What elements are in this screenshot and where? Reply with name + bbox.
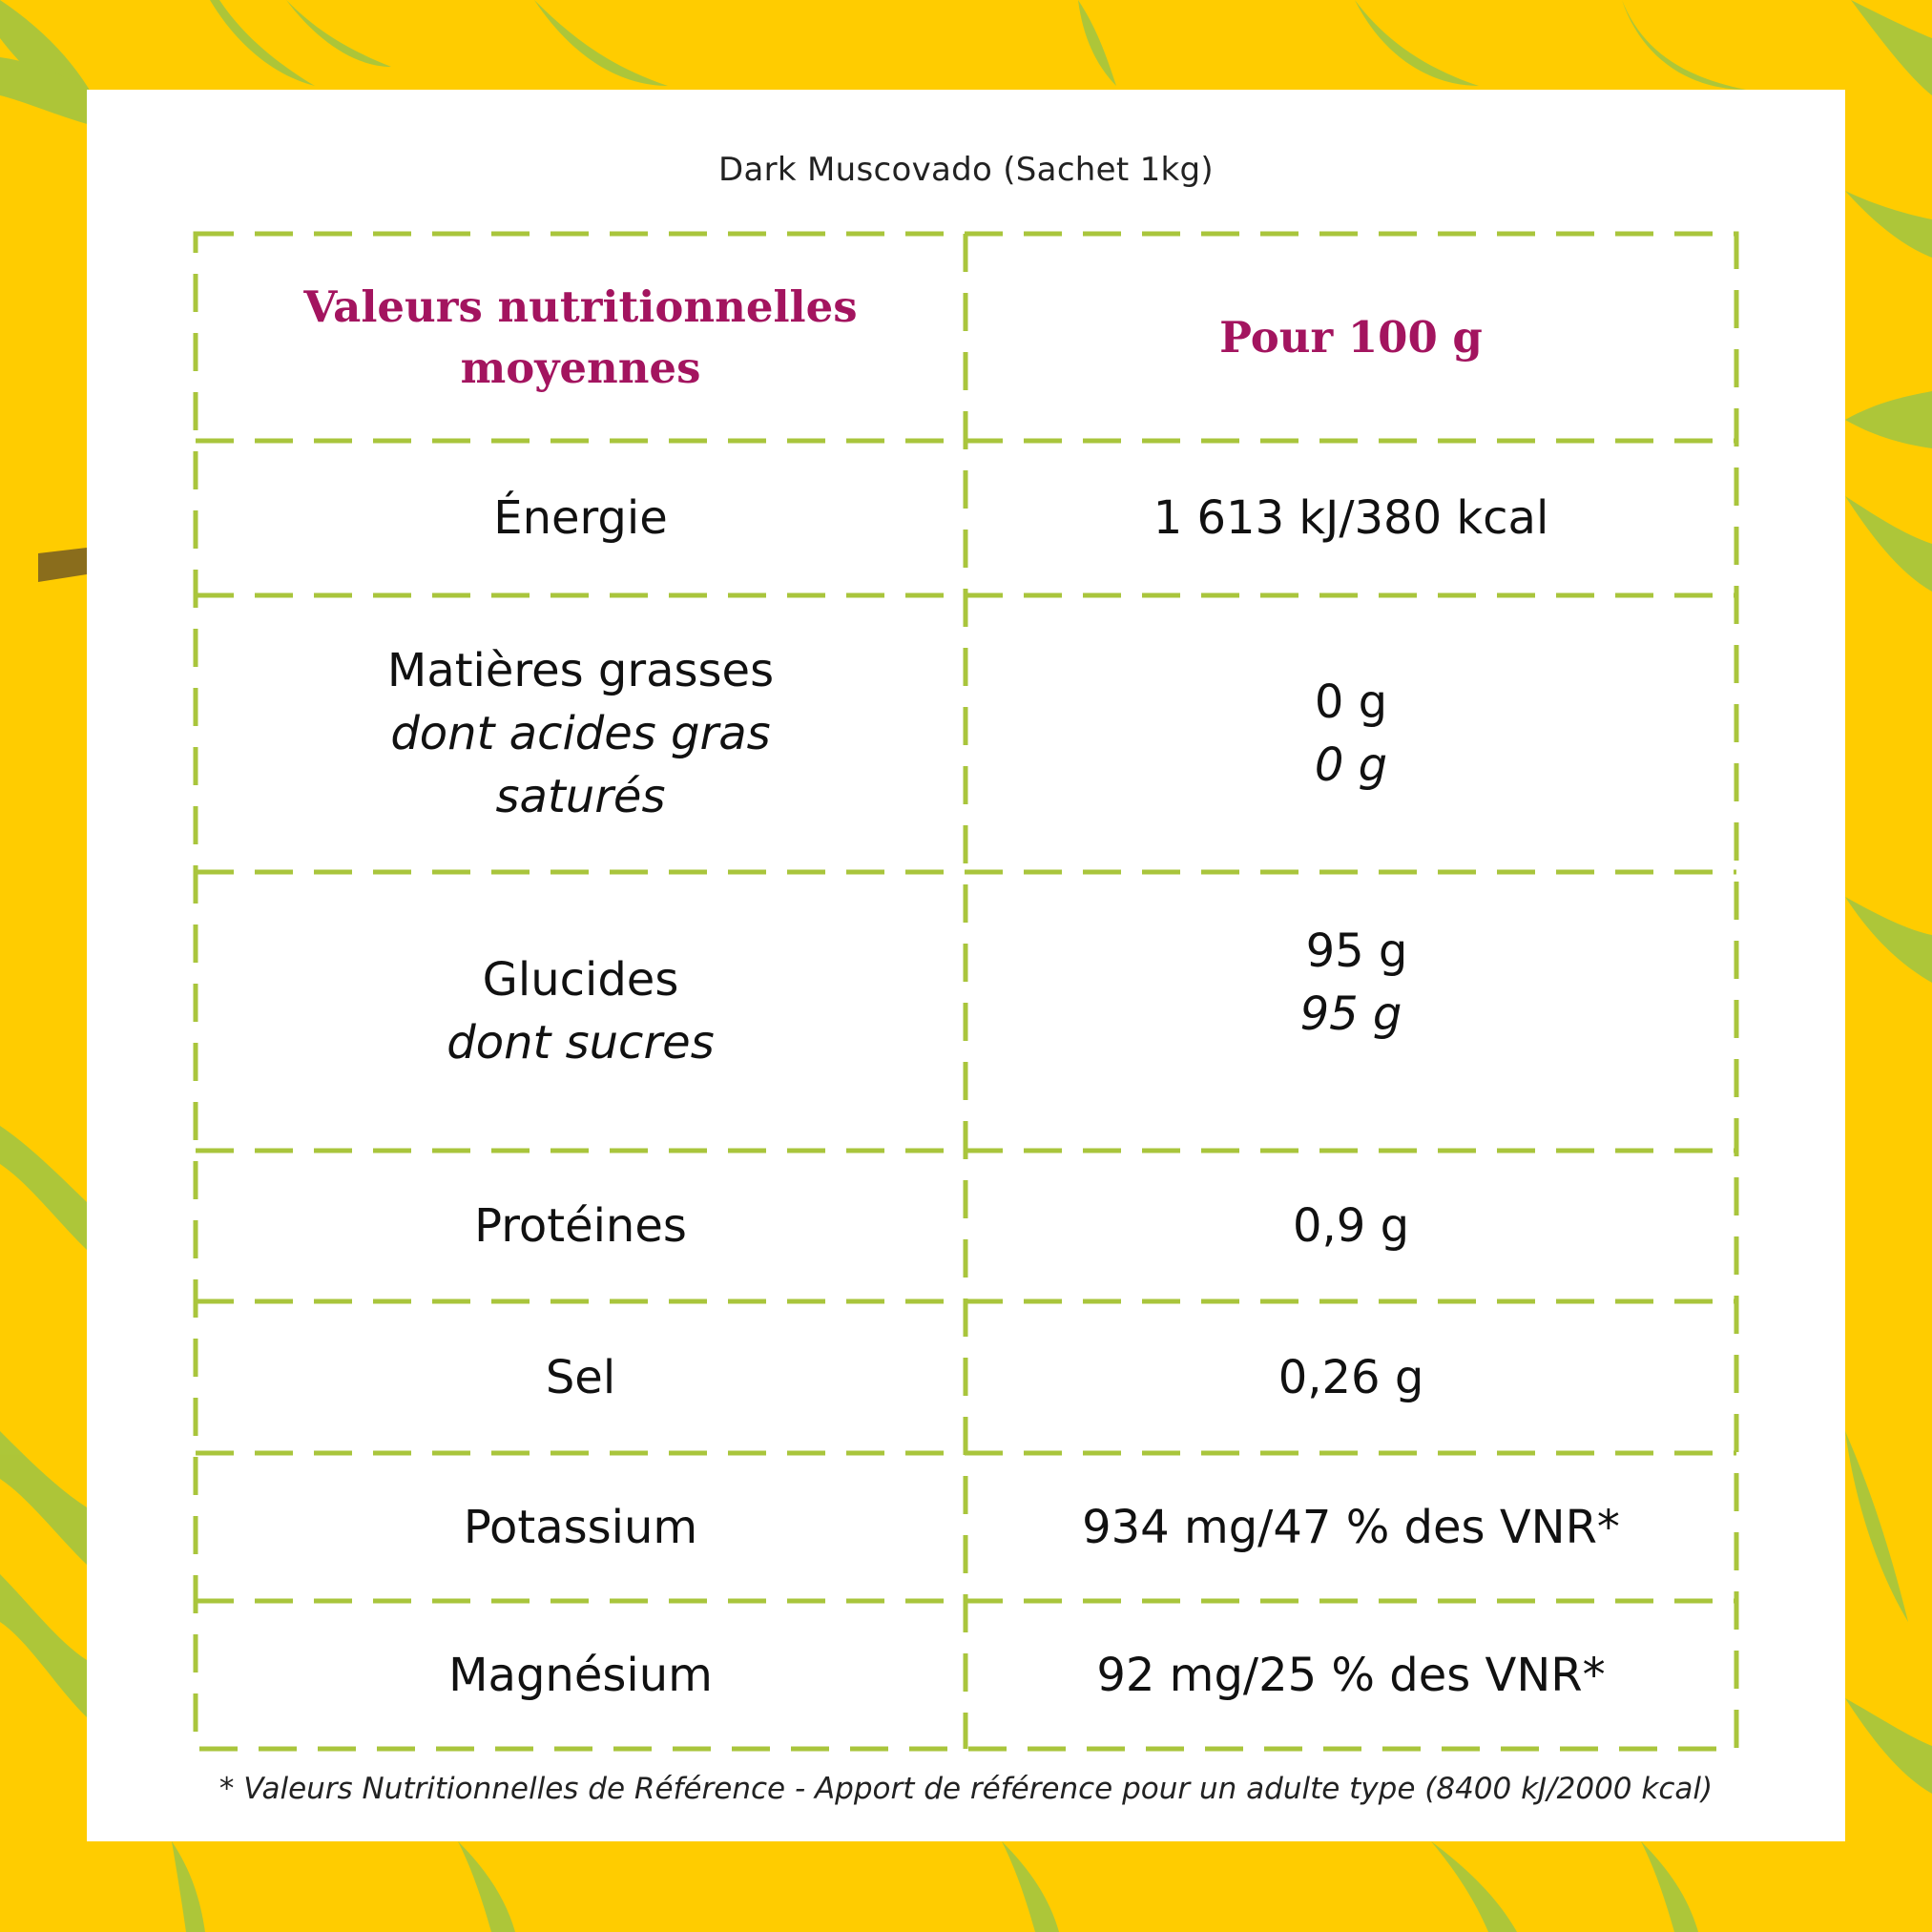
row-magnesium-nutrient: [196, 1601, 966, 1749]
row-carbs-value: [966, 872, 1736, 1151]
nutrient-value: 0,26 g: [1278, 1350, 1424, 1404]
row-energy-nutrient: [196, 441, 966, 595]
nutrient-label: Sel: [545, 1350, 616, 1404]
row-fat-value: [966, 595, 1736, 872]
footnote: * Valeurs Nutritionnelles de Référence - Apport de référence pour un adulte type (8400 kJ/2000 kcal): [218, 1772, 1714, 1806]
nutrient-value: 1 613 kJ/380 kcal: [1153, 491, 1549, 545]
nutrient-value: 92 mg/25 % des VNR*: [1096, 1648, 1606, 1702]
header-per-text: Pour 100 g: [1219, 311, 1483, 363]
nutrient-value: 0 g: [1314, 675, 1388, 729]
product-title: Dark Muscovado (Sachet 1kg): [718, 151, 1214, 189]
header-nutrient-line-1: Valeurs nutritionnelles: [303, 280, 858, 332]
row-potassium-nutrient: [196, 1453, 966, 1601]
nutrient-label: Matières grasses: [386, 644, 775, 697]
header-per-label: [966, 234, 1736, 441]
sub-nutrient-label-line-2: saturés: [495, 770, 666, 823]
nutrient-label: Potassium: [463, 1500, 698, 1554]
nutrient-value: 0,9 g: [1292, 1199, 1410, 1253]
row-protein-nutrient: [196, 1151, 966, 1301]
header-nutrient-label: [196, 234, 966, 441]
sub-nutrient-value: 0 g: [1314, 738, 1388, 792]
nutrient-label: Énergie: [493, 491, 668, 545]
row-salt-value: [966, 1301, 1736, 1453]
nutrient-label: Protéines: [474, 1199, 687, 1253]
nutrient-value: 934 mg/47 % des VNR*: [1082, 1500, 1620, 1554]
nutrient-label: Magnésium: [448, 1648, 713, 1702]
row-salt-nutrient: [196, 1301, 966, 1453]
row-magnesium-value: [966, 1601, 1736, 1749]
nutrient-value: 95 g: [1305, 924, 1408, 978]
row-energy-value: [966, 441, 1736, 595]
row-fat-nutrient: [196, 595, 966, 872]
sub-nutrient-label: dont sucres: [447, 1016, 715, 1070]
row-protein-value: [966, 1151, 1736, 1301]
sub-nutrient-label-line-1: dont acides gras: [390, 707, 771, 760]
sub-nutrient-value: 95 g: [1299, 987, 1402, 1041]
nutrient-label: Glucides: [482, 953, 679, 1007]
header-nutrient-line-2: moyennes: [460, 342, 701, 393]
row-carbs-nutrient: [196, 872, 966, 1151]
branch-stub: [38, 548, 87, 582]
row-potassium-value: [966, 1453, 1736, 1601]
